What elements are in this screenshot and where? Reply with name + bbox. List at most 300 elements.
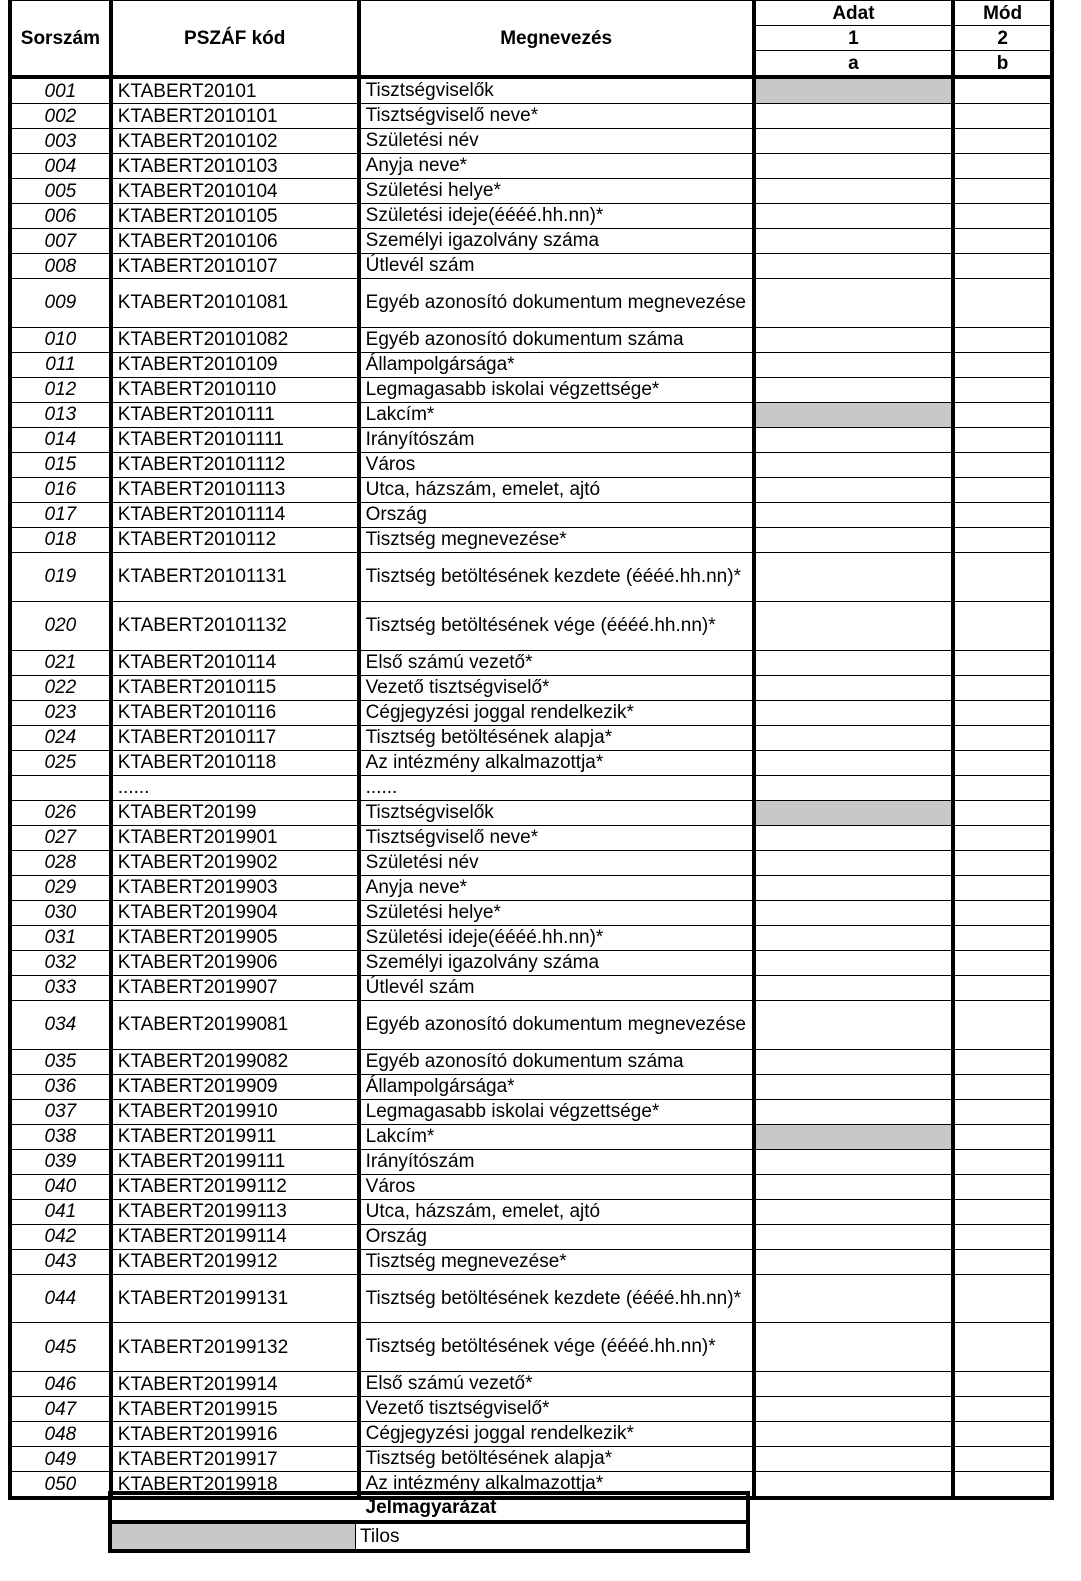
row-sorszam: 021 <box>10 650 111 675</box>
mod-cell[interactable] <box>953 502 1052 527</box>
row-pszaf-kod: KTABERT2019901 <box>111 825 359 850</box>
table-row <box>10 179 1052 204</box>
row-megnevezes: Tisztség betöltésének kezdete (éééé.hh.nn)* <box>359 1274 754 1323</box>
row-pszaf-kod: KTABERT2019904 <box>111 900 359 925</box>
mod-cell[interactable] <box>953 229 1052 254</box>
row-pszaf-kod: KTABERT2019902 <box>111 850 359 875</box>
mod-cell[interactable] <box>953 700 1052 725</box>
row-megnevezes: Cégjegyzési joggal rendelkezik* <box>359 700 754 725</box>
table-row <box>10 675 1052 700</box>
row-sorszam: 048 <box>10 1422 111 1447</box>
adat-cell[interactable] <box>754 900 954 925</box>
table-row <box>10 502 1052 527</box>
header-megnevezes: Megnevezés <box>359 0 754 77</box>
mod-cell[interactable] <box>953 950 1052 975</box>
row-megnevezes: Első számú vezető* <box>359 650 754 675</box>
row-sorszam: 019 <box>10 552 111 601</box>
table-row <box>10 725 1052 750</box>
data-table <box>8 0 1054 1500</box>
row-pszaf-kod: KTABERT2019918 <box>111 1472 359 1499</box>
row-sorszam: 037 <box>10 1099 111 1124</box>
row-pszaf-kod: KTABERT2019905 <box>111 925 359 950</box>
adat-cell[interactable] <box>754 1049 954 1074</box>
row-pszaf-kod: KTABERT20101112 <box>111 452 359 477</box>
row-sorszam <box>10 775 111 800</box>
adat-cell[interactable] <box>754 875 954 900</box>
row-sorszam: 028 <box>10 850 111 875</box>
mod-cell[interactable] <box>953 377 1052 402</box>
adat-cell[interactable] <box>754 1174 954 1199</box>
table-row <box>10 402 1052 427</box>
row-sorszam: 040 <box>10 1174 111 1199</box>
table-row <box>10 975 1052 1000</box>
row-megnevezes: Tisztség betöltésének kezdete (éééé.hh.nn)* <box>359 552 754 601</box>
row-pszaf-kod: KTABERT2010101 <box>111 104 359 129</box>
mod-cell[interactable] <box>953 327 1052 352</box>
row-megnevezes: Tisztségviselők <box>359 77 754 104</box>
table-row <box>10 825 1052 850</box>
row-sorszam: 005 <box>10 179 111 204</box>
table-row <box>10 601 1052 650</box>
row-sorszam: 013 <box>10 402 111 427</box>
adat-cell[interactable] <box>754 477 954 502</box>
header-mod: Mód <box>953 0 1052 26</box>
row-megnevezes: Útlevél szám <box>359 975 754 1000</box>
row-pszaf-kod: KTABERT20199082 <box>111 1049 359 1074</box>
row-sorszam: 032 <box>10 950 111 975</box>
table-row <box>10 279 1052 328</box>
row-pszaf-kod: KTABERT2019907 <box>111 975 359 1000</box>
adat-cell-forbidden <box>754 77 954 104</box>
table-row <box>10 775 1052 800</box>
mod-cell[interactable] <box>953 1397 1052 1422</box>
row-pszaf-kod: KTABERT2010116 <box>111 700 359 725</box>
row-pszaf-kod: KTABERT2010118 <box>111 750 359 775</box>
header-adat-letter: a <box>754 51 954 78</box>
mod-cell[interactable] <box>953 850 1052 875</box>
row-megnevezes: Egyéb azonosító dokumentum száma <box>359 327 754 352</box>
row-megnevezes: Az intézmény alkalmazottja* <box>359 750 754 775</box>
adat-cell[interactable] <box>754 601 954 650</box>
row-sorszam: 038 <box>10 1124 111 1149</box>
mod-cell[interactable] <box>953 129 1052 154</box>
row-pszaf-kod: KTABERT2019915 <box>111 1397 359 1422</box>
adat-cell[interactable] <box>754 1472 954 1499</box>
adat-cell[interactable] <box>754 1422 954 1447</box>
adat-cell[interactable] <box>754 279 954 328</box>
mod-cell[interactable] <box>953 154 1052 179</box>
row-sorszam: 050 <box>10 1472 111 1499</box>
mod-cell[interactable] <box>953 1323 1052 1372</box>
row-pszaf-kod: KTABERT2019910 <box>111 1099 359 1124</box>
mod-cell[interactable] <box>953 477 1052 502</box>
table-row <box>10 1174 1052 1199</box>
table-row <box>10 1000 1052 1049</box>
adat-cell[interactable] <box>754 154 954 179</box>
row-pszaf-kod: KTABERT2019911 <box>111 1124 359 1149</box>
row-sorszam: 024 <box>10 725 111 750</box>
row-sorszam: 020 <box>10 601 111 650</box>
adat-cell[interactable] <box>754 650 954 675</box>
row-pszaf-kod: KTABERT2010112 <box>111 527 359 552</box>
row-megnevezes: Születési név <box>359 850 754 875</box>
table-row <box>10 1323 1052 1372</box>
row-sorszam: 034 <box>10 1000 111 1049</box>
row-pszaf-kod: KTABERT2019906 <box>111 950 359 975</box>
row-sorszam: 016 <box>10 477 111 502</box>
row-sorszam: 025 <box>10 750 111 775</box>
row-megnevezes: Tisztségviselő neve* <box>359 825 754 850</box>
row-pszaf-kod: KTABERT2010105 <box>111 204 359 229</box>
row-megnevezes: Legmagasabb iskolai végzettsége* <box>359 377 754 402</box>
row-megnevezes: Tisztség betöltésének alapja* <box>359 725 754 750</box>
mod-cell[interactable] <box>953 800 1052 825</box>
row-megnevezes: Születési név <box>359 129 754 154</box>
row-pszaf-kod: KTABERT20101082 <box>111 327 359 352</box>
row-pszaf-kod: KTABERT2019917 <box>111 1447 359 1472</box>
table-row <box>10 104 1052 129</box>
row-sorszam: 017 <box>10 502 111 527</box>
mod-cell[interactable] <box>953 1422 1052 1447</box>
mod-cell[interactable] <box>953 1447 1052 1472</box>
row-sorszam: 035 <box>10 1049 111 1074</box>
adat-cell[interactable] <box>754 104 954 129</box>
row-megnevezes: Állampolgársága* <box>359 1074 754 1099</box>
row-megnevezes: Ország <box>359 502 754 527</box>
mod-cell[interactable] <box>953 825 1052 850</box>
table-row <box>10 925 1052 950</box>
row-pszaf-kod: KTABERT2019909 <box>111 1074 359 1099</box>
mod-cell[interactable] <box>953 279 1052 328</box>
mod-cell[interactable] <box>953 427 1052 452</box>
row-pszaf-kod: KTABERT20101132 <box>111 601 359 650</box>
adat-cell[interactable] <box>754 352 954 377</box>
row-sorszam: 043 <box>10 1249 111 1274</box>
adat-cell[interactable] <box>754 327 954 352</box>
row-megnevezes: Egyéb azonosító dokumentum megnevezése <box>359 1000 754 1049</box>
row-sorszam: 002 <box>10 104 111 129</box>
row-megnevezes: Irányítószám <box>359 1149 754 1174</box>
row-megnevezes: Egyéb azonosító dokumentum száma <box>359 1049 754 1074</box>
row-megnevezes: Anyja neve* <box>359 154 754 179</box>
adat-cell[interactable] <box>754 502 954 527</box>
table-row <box>10 204 1052 229</box>
table-row <box>10 750 1052 775</box>
mod-cell[interactable] <box>953 975 1052 1000</box>
table-row <box>10 650 1052 675</box>
row-megnevezes: Lakcím* <box>359 1124 754 1149</box>
table-row <box>10 1199 1052 1224</box>
adat-cell[interactable] <box>754 427 954 452</box>
row-sorszam: 030 <box>10 900 111 925</box>
row-sorszam: 010 <box>10 327 111 352</box>
adat-cell[interactable] <box>754 1447 954 1472</box>
mod-cell[interactable] <box>953 750 1052 775</box>
adat-cell[interactable] <box>754 1224 954 1249</box>
row-sorszam: 036 <box>10 1074 111 1099</box>
table-row <box>10 700 1052 725</box>
row-sorszam: 023 <box>10 700 111 725</box>
table-row <box>10 1224 1052 1249</box>
row-pszaf-kod: KTABERT2019914 <box>111 1372 359 1397</box>
header-adat: Adat <box>754 0 954 26</box>
row-pszaf-kod: KTABERT2019912 <box>111 1249 359 1274</box>
adat-cell[interactable] <box>754 1149 954 1174</box>
row-pszaf-kod: KTABERT2010104 <box>111 179 359 204</box>
adat-cell[interactable] <box>754 254 954 279</box>
row-megnevezes: Útlevél szám <box>359 254 754 279</box>
adat-cell[interactable] <box>754 700 954 725</box>
adat-cell[interactable] <box>754 950 954 975</box>
table-row <box>10 1372 1052 1397</box>
row-megnevezes: Lakcím* <box>359 402 754 427</box>
row-megnevezes: Tisztségviselő neve* <box>359 104 754 129</box>
mod-cell[interactable] <box>953 1249 1052 1274</box>
adat-cell[interactable] <box>754 925 954 950</box>
row-sorszam: 027 <box>10 825 111 850</box>
mod-cell[interactable] <box>953 1224 1052 1249</box>
row-pszaf-kod: KTABERT2010106 <box>111 229 359 254</box>
table-row <box>10 377 1052 402</box>
row-megnevezes: Születési ideje(éééé.hh.nn)* <box>359 204 754 229</box>
header-adat-number: 1 <box>754 26 954 51</box>
table-row <box>10 850 1052 875</box>
adat-cell[interactable] <box>754 179 954 204</box>
adat-cell[interactable] <box>754 725 954 750</box>
table-row <box>10 427 1052 452</box>
mod-cell[interactable] <box>953 254 1052 279</box>
mod-cell[interactable] <box>953 1274 1052 1323</box>
mod-cell[interactable] <box>953 452 1052 477</box>
mod-cell[interactable] <box>953 77 1052 104</box>
table-header <box>10 0 1052 77</box>
adat-cell[interactable] <box>754 377 954 402</box>
row-pszaf-kod: KTABERT2010102 <box>111 129 359 154</box>
table-row <box>10 352 1052 377</box>
row-megnevezes: Utca, házszám, emelet, ajtó <box>359 1199 754 1224</box>
mod-cell[interactable] <box>953 675 1052 700</box>
row-sorszam: 047 <box>10 1397 111 1422</box>
row-megnevezes: Vezető tisztségviselő* <box>359 1397 754 1422</box>
table-row <box>10 1274 1052 1323</box>
table-row <box>10 1249 1052 1274</box>
row-megnevezes: Ország <box>359 1224 754 1249</box>
table-row <box>10 1099 1052 1124</box>
row-pszaf-kod: KTABERT2010107 <box>111 254 359 279</box>
table-row <box>10 1447 1052 1472</box>
adat-cell[interactable] <box>754 129 954 154</box>
row-megnevezes: Tisztség megnevezése* <box>359 1249 754 1274</box>
mod-cell[interactable] <box>953 725 1052 750</box>
row-pszaf-kod: KTABERT2010114 <box>111 650 359 675</box>
row-megnevezes: Tisztség megnevezése* <box>359 527 754 552</box>
mod-cell[interactable] <box>953 1472 1052 1499</box>
row-pszaf-kod: KTABERT20101111 <box>111 427 359 452</box>
mod-cell[interactable] <box>953 1174 1052 1199</box>
row-megnevezes: Tisztség betöltésének vége (éééé.hh.nn)* <box>359 1323 754 1372</box>
row-pszaf-kod: KTABERT20199113 <box>111 1199 359 1224</box>
row-pszaf-kod: KTABERT2010117 <box>111 725 359 750</box>
row-sorszam: 001 <box>10 77 111 104</box>
row-sorszam: 018 <box>10 527 111 552</box>
row-sorszam: 004 <box>10 154 111 179</box>
row-sorszam: 044 <box>10 1274 111 1323</box>
adat-cell[interactable] <box>754 229 954 254</box>
adat-cell[interactable] <box>754 775 954 800</box>
adat-cell[interactable] <box>754 1000 954 1049</box>
row-megnevezes: Vezető tisztségviselő* <box>359 675 754 700</box>
adat-cell[interactable] <box>754 204 954 229</box>
header-pszaf-kod: PSZÁF kód <box>111 0 359 77</box>
row-sorszam: 033 <box>10 975 111 1000</box>
header-mod-letter: b <box>953 51 1052 78</box>
row-megnevezes: Születési helye* <box>359 900 754 925</box>
row-pszaf-kod: KTABERT20101113 <box>111 477 359 502</box>
mod-cell[interactable] <box>953 179 1052 204</box>
adat-cell[interactable] <box>754 1274 954 1323</box>
row-sorszam: 026 <box>10 800 111 825</box>
row-megnevezes: ...... <box>359 775 754 800</box>
row-megnevezes: Cégjegyzési joggal rendelkezik* <box>359 1422 754 1447</box>
row-pszaf-kod: KTABERT20101081 <box>111 279 359 328</box>
table-row <box>10 875 1052 900</box>
adat-cell[interactable] <box>754 452 954 477</box>
row-sorszam: 008 <box>10 254 111 279</box>
row-megnevezes: Születési ideje(éééé.hh.nn)* <box>359 925 754 950</box>
legend-title: Jelmagyarázat <box>110 1493 748 1522</box>
row-megnevezes: Személyi igazolvány száma <box>359 950 754 975</box>
mod-cell[interactable] <box>953 775 1052 800</box>
table-row <box>10 229 1052 254</box>
table-row <box>10 1074 1052 1099</box>
mod-cell[interactable] <box>953 1074 1052 1099</box>
table-row <box>10 1124 1052 1149</box>
mod-cell[interactable] <box>953 601 1052 650</box>
table-row <box>10 552 1052 601</box>
row-megnevezes: Utca, házszám, emelet, ajtó <box>359 477 754 502</box>
row-pszaf-kod: KTABERT2010110 <box>111 377 359 402</box>
table-row <box>10 1422 1052 1447</box>
mod-cell[interactable] <box>953 104 1052 129</box>
mod-cell[interactable] <box>953 352 1052 377</box>
mod-cell[interactable] <box>953 650 1052 675</box>
mod-cell[interactable] <box>953 1124 1052 1149</box>
table-row <box>10 254 1052 279</box>
mod-cell[interactable] <box>953 552 1052 601</box>
row-sorszam: 014 <box>10 427 111 452</box>
table-row <box>10 129 1052 154</box>
legend-gray-swatch <box>110 1522 356 1551</box>
mod-cell[interactable] <box>953 1049 1052 1074</box>
adat-cell[interactable] <box>754 1397 954 1422</box>
row-megnevezes: Anyja neve* <box>359 875 754 900</box>
mod-cell[interactable] <box>953 527 1052 552</box>
row-pszaf-kod: KTABERT20199114 <box>111 1224 359 1249</box>
table-row <box>10 452 1052 477</box>
row-sorszam: 029 <box>10 875 111 900</box>
row-megnevezes: Város <box>359 452 754 477</box>
adat-cell-forbidden <box>754 1124 954 1149</box>
row-pszaf-kod: KTABERT20199111 <box>111 1149 359 1174</box>
table-row <box>10 527 1052 552</box>
legend-table <box>108 1491 750 1553</box>
row-megnevezes: Tisztség betöltésének vége (éééé.hh.nn)* <box>359 601 754 650</box>
row-pszaf-kod: KTABERT20199 <box>111 800 359 825</box>
row-pszaf-kod: KTABERT20101131 <box>111 552 359 601</box>
row-megnevezes: Irányítószám <box>359 427 754 452</box>
table-body <box>10 77 1052 1498</box>
adat-cell[interactable] <box>754 1323 954 1372</box>
row-sorszam: 009 <box>10 279 111 328</box>
row-megnevezes: Város <box>359 1174 754 1199</box>
table-row <box>10 1149 1052 1174</box>
row-sorszam: 015 <box>10 452 111 477</box>
row-megnevezes: Legmagasabb iskolai végzettsége* <box>359 1099 754 1124</box>
table-row <box>10 1397 1052 1422</box>
adat-cell[interactable] <box>754 1372 954 1397</box>
row-sorszam: 042 <box>10 1224 111 1249</box>
mod-cell[interactable] <box>953 1372 1052 1397</box>
mod-cell[interactable] <box>953 875 1052 900</box>
adat-cell[interactable] <box>754 825 954 850</box>
mod-cell[interactable] <box>953 925 1052 950</box>
row-megnevezes: Állampolgársága* <box>359 352 754 377</box>
table-row <box>10 900 1052 925</box>
row-sorszam: 046 <box>10 1372 111 1397</box>
row-pszaf-kod: KTABERT2010109 <box>111 352 359 377</box>
row-sorszam: 012 <box>10 377 111 402</box>
row-megnevezes: Születési helye* <box>359 179 754 204</box>
row-megnevezes: Egyéb azonosító dokumentum megnevezése <box>359 279 754 328</box>
row-pszaf-kod: KTABERT20101114 <box>111 502 359 527</box>
adat-cell[interactable] <box>754 1199 954 1224</box>
header-sorszam: Sorszám <box>10 0 111 77</box>
table-row <box>10 327 1052 352</box>
adat-cell[interactable] <box>754 1074 954 1099</box>
row-pszaf-kod: KTABERT2019903 <box>111 875 359 900</box>
mod-cell[interactable] <box>953 1199 1052 1224</box>
row-pszaf-kod: KTABERT2010115 <box>111 675 359 700</box>
mod-cell[interactable] <box>953 1000 1052 1049</box>
row-pszaf-kod: KTABERT20199132 <box>111 1323 359 1372</box>
adat-cell[interactable] <box>754 750 954 775</box>
adat-cell[interactable] <box>754 1249 954 1274</box>
adat-cell[interactable] <box>754 975 954 1000</box>
mod-cell[interactable] <box>953 204 1052 229</box>
table-row <box>10 800 1052 825</box>
adat-cell[interactable] <box>754 552 954 601</box>
mod-cell[interactable] <box>953 1099 1052 1124</box>
row-pszaf-kod: KTABERT20199131 <box>111 1274 359 1323</box>
row-sorszam: 039 <box>10 1149 111 1174</box>
row-pszaf-kod: KTABERT20199112 <box>111 1174 359 1199</box>
adat-cell[interactable] <box>754 675 954 700</box>
adat-cell-forbidden <box>754 402 954 427</box>
mod-cell[interactable] <box>953 402 1052 427</box>
row-pszaf-kod: KTABERT20199081 <box>111 1000 359 1049</box>
header-mod-number: 2 <box>953 26 1052 51</box>
mod-cell[interactable] <box>953 1149 1052 1174</box>
row-sorszam: 031 <box>10 925 111 950</box>
adat-cell[interactable] <box>754 850 954 875</box>
row-pszaf-kod: KTABERT2010103 <box>111 154 359 179</box>
row-sorszam: 007 <box>10 229 111 254</box>
mod-cell[interactable] <box>953 900 1052 925</box>
row-sorszam: 022 <box>10 675 111 700</box>
adat-cell[interactable] <box>754 1099 954 1124</box>
table-row <box>10 477 1052 502</box>
adat-cell[interactable] <box>754 527 954 552</box>
